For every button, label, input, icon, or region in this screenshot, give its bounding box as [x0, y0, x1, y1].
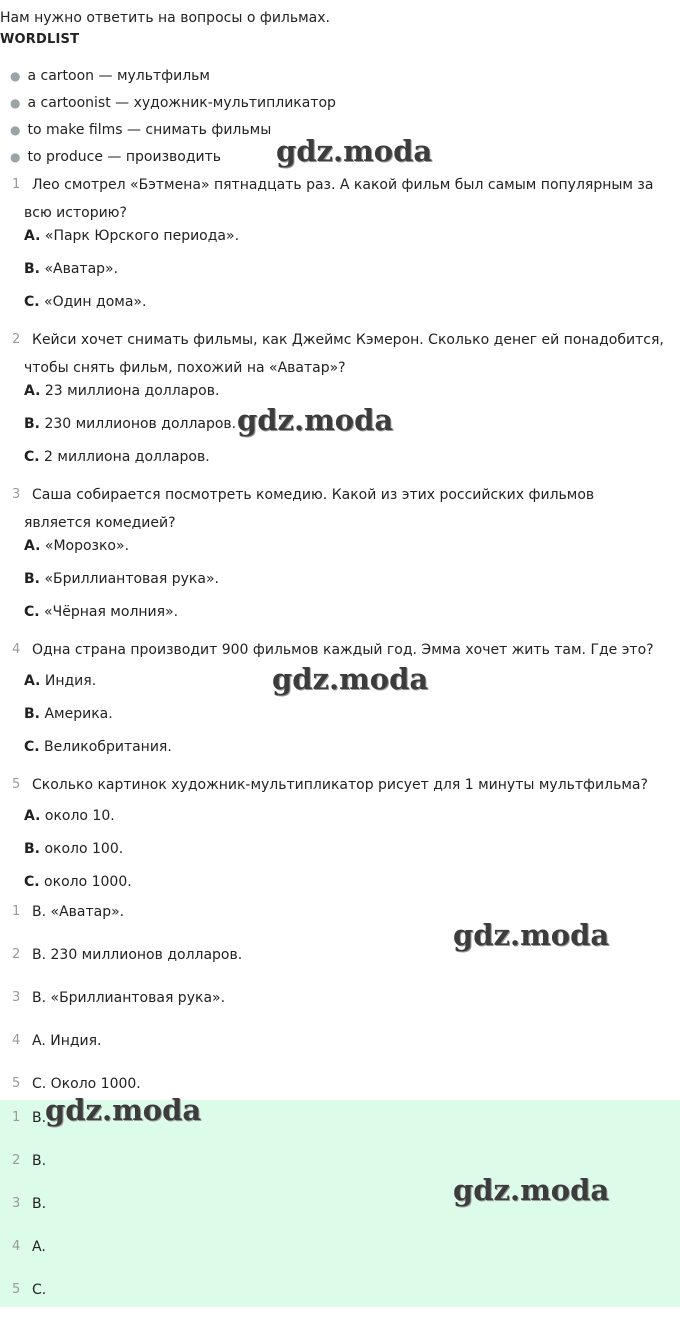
bullet-icon: ●	[10, 69, 21, 83]
question-number: 2	[12, 332, 21, 347]
watermark-logo: gdz.moda	[272, 662, 429, 696]
wordlist-item: ● a cartoonist — художник-мультипликатор	[10, 95, 336, 111]
watermark-logo: gdz.moda	[453, 918, 610, 952]
question-text: Сколько картинок художник-мультипликатор рисует для 1 минуты мультфильма?	[32, 777, 648, 793]
watermark-logo: gdz.moda	[45, 1093, 202, 1127]
intro-text: Нам нужно ответить на вопросы о фильмах.	[0, 10, 330, 26]
question-text: Саша собирается посмотреть комедию. Какой из этих российских фильмов	[32, 487, 595, 503]
wordlist-item: ● to produce — производить	[10, 149, 222, 165]
wordlist-item: ● a cartoon — мультфильм	[10, 68, 210, 84]
question-text: Одна страна производит 900 фильмов каждый год. Эмма хочет жить там. Где это?	[32, 642, 654, 658]
watermark-logo: gdz.moda	[237, 403, 394, 437]
bullet-icon: ●	[10, 96, 21, 110]
watermark-logo: gdz.moda	[453, 1173, 610, 1207]
wordlist-title: WORDLIST	[0, 32, 80, 47]
question-number: 1	[12, 177, 21, 192]
question-text: Лео смотрел «Бэтмена» пятнадцать раз. А какой фильм был самым популярным за	[32, 177, 654, 193]
bullet-icon: ●	[10, 150, 21, 164]
question-text: Кейси хочет снимать фильмы, как Джеймс Кэмерон. Сколько денег ей понадобится,	[32, 332, 664, 348]
bullet-icon: ●	[10, 123, 21, 137]
question-number: 4	[12, 642, 21, 657]
question-number: 3	[12, 487, 21, 502]
question-number: 5	[12, 777, 21, 792]
watermark-logo: gdz.moda	[276, 134, 433, 168]
wordlist-item: ● to make films — снимать фильмы	[10, 122, 272, 138]
